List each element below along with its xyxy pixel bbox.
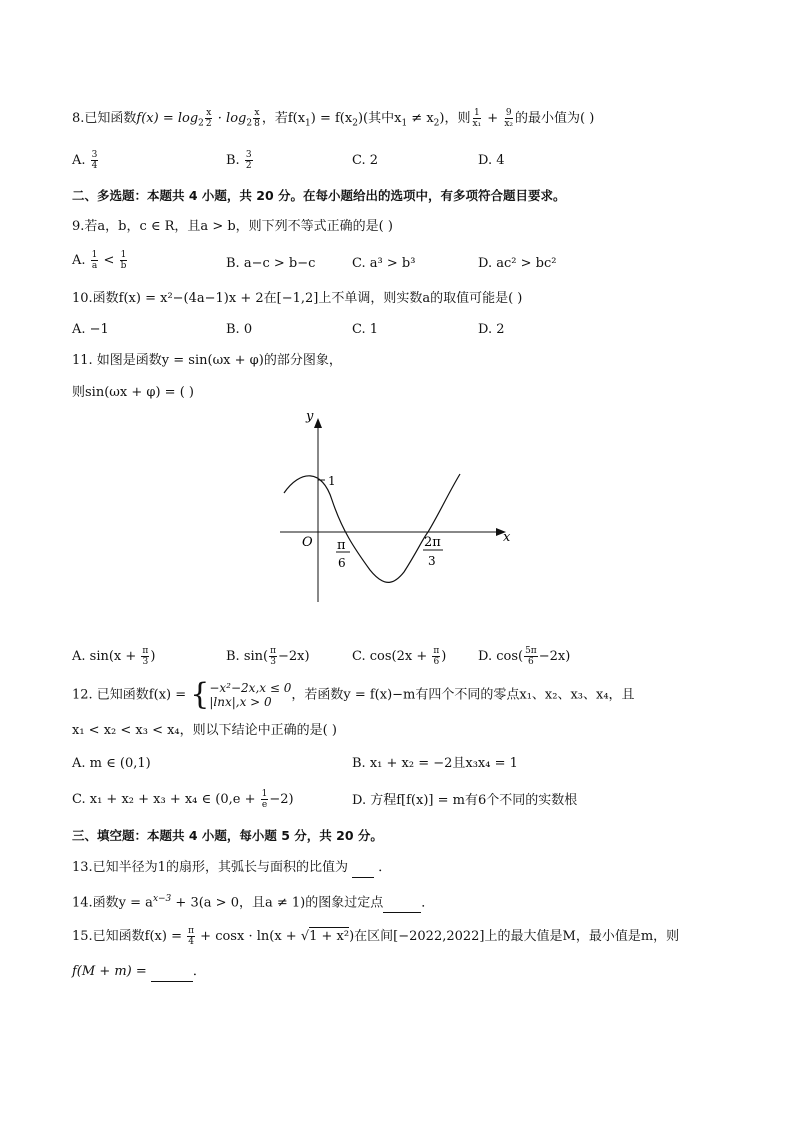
q12-stem-line2: x₁ < x₂ < x₃ < x₄，则以下结论中正确的是( ) [72, 723, 337, 738]
q15-answer-blank[interactable] [151, 963, 193, 982]
section-3-heading: 三、填空题：本题共 4 小题，每小题 5 分，共 20 分。 [72, 828, 383, 843]
q9-option-a[interactable]: A. $\frac{1}{a}$ < $\frac{1}{b}$ [72, 250, 127, 271]
sine-graph [270, 400, 520, 610]
y-axis-label: y [306, 409, 314, 424]
q11-option-c[interactable]: C. cos(2x + $\frac{\pi}{6}$ ) [352, 646, 447, 667]
two-pi-three-num: 2π [424, 535, 441, 550]
q8-option-d[interactable]: D. 4 [478, 153, 505, 168]
q14-stem: 14.函数$y = a^{x-3} + 3(a > 0$，且a ≠ 1)的图象过定点 ． [72, 890, 434, 913]
q11-option-a[interactable]: A. sin(x + $\frac{\pi}{3}$ ) [72, 646, 156, 667]
two-pi-three-den: 3 [428, 554, 436, 568]
q10-stem: 10.函数f(x) = x²−(4a−1)x + 2在[−1,2]上不单调，则实数a的取值可能是( ) [72, 291, 523, 306]
q8-option-a[interactable]: A. $\frac{3}{4}$ [72, 150, 98, 171]
q12-option-a[interactable]: A. m ∈ (0,1) [72, 756, 151, 771]
q12-option-d[interactable]: D. 方程f[f(x)] = m有6个不同的实数根 [352, 793, 578, 808]
q8-option-c[interactable]: C. 2 [352, 153, 379, 168]
q15-stem: 15.已知函数f(x) = $\frac{\pi}{4}$ + cosx · ln(x + √1 + x²)在区间[−2022,2022]上的最大值是M，最小值是m，则 [72, 926, 680, 947]
q9-option-b[interactable]: B. a−c > b−c [226, 256, 316, 271]
q11-option-d[interactable]: D. cos( $\frac{5\pi}{6}$ −2x) [478, 646, 571, 667]
piecewise-brace: { [190, 677, 210, 712]
q11-stem: 11. 如图是函数y = sin(ωx + φ)的部分图象， [72, 353, 342, 368]
q12-option-b[interactable]: B. x₁ + x₂ = −2且x₃x₄ = 1 [352, 756, 518, 771]
q10-option-b[interactable]: B. 0 [226, 322, 253, 337]
q9-stem: 9.若a，b，c ∈ R，且a > b，则下列不等式正确的是( ) [72, 219, 393, 234]
x-axis-label: x [503, 530, 511, 545]
q8-option-b[interactable]: B. $\frac{3}{2}$ [226, 150, 252, 171]
origin-label: O [302, 535, 313, 550]
q15-stem-line2: f(M + m) = ． [72, 963, 206, 982]
y-axis-arrow [314, 418, 322, 428]
q9-option-d[interactable]: D. ac² > bc² [478, 256, 557, 271]
q13-answer-blank[interactable] [352, 859, 374, 878]
q12-stem: 12. 已知函数f(x) = { −x²−2x,x ≤ 0 |lnx|,x > 0 ，若函数y = f(x)−m有四个不同的零点x₁、x₂、x₃、x₄，且 [72, 677, 635, 712]
q10-option-c[interactable]: C. 1 [352, 322, 379, 337]
q8-stem: 8.已知函数$f(x) = \log_2$ $\frac{x}{2}$ · $\log_2$ $\frac{x}{8}$ ，若$f(x_1) = f(x_2)$(其中$x_1 \ne x_2$)，则 $\frac{1}{\text{x₁}}$ + $\frac{9}{\text{x₂}}$ 的最小值为( ) [72, 108, 595, 129]
q9-option-c[interactable]: C. a³ > b³ [352, 256, 416, 271]
pi-six-num: π [337, 538, 346, 553]
q12-option-c[interactable]: C. x₁ + x₂ + x₃ + x₄ ∈ (0,e + $\frac{1}{e}$ −2) [72, 789, 294, 810]
section-2-heading: 二、多选题：本题共 4 小题，共 20 分。在每小题给出的选项中，有多项符合题目要求。 [72, 188, 566, 203]
q10-option-d[interactable]: D. 2 [478, 322, 505, 337]
q14-answer-blank[interactable] [383, 894, 421, 913]
q11-option-b[interactable]: B. sin( $\frac{\pi}{3}$ −2x) [226, 646, 310, 667]
q13-stem: 13.已知半径为1的扇形，其弧长与面积的比值为 ． [72, 859, 391, 878]
pi-six-den: 6 [338, 556, 346, 570]
q11-stem-line2: 则sin(ωx + φ) = ( ) [72, 385, 194, 400]
q10-option-a[interactable]: A. −1 [72, 322, 109, 337]
y-one-label: 1 [328, 474, 336, 488]
